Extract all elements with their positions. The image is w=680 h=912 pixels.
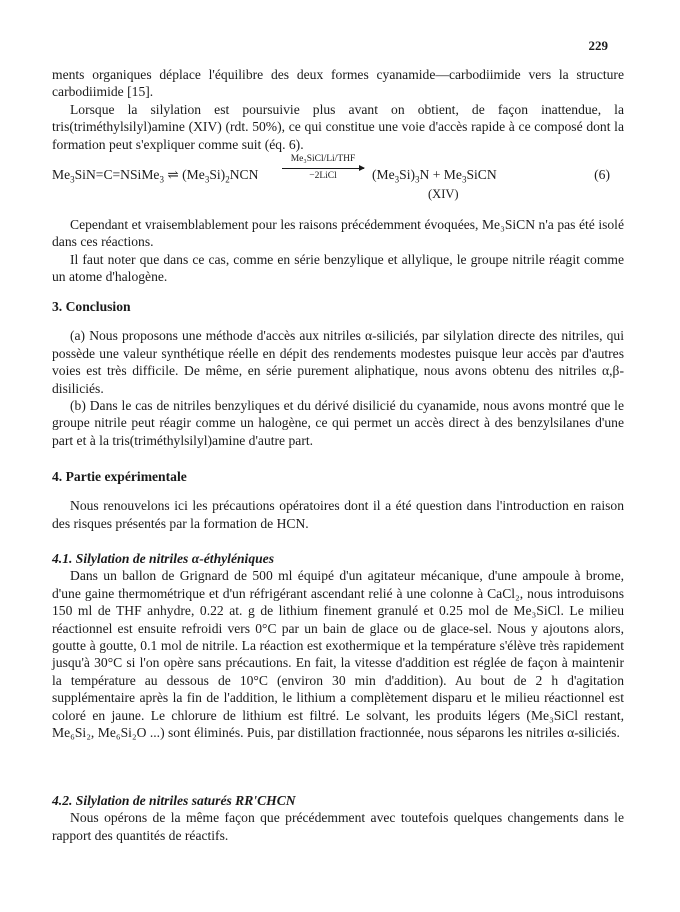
arrow-byproduct: −2LiCl <box>309 171 337 181</box>
equation-lhs: $Me_3SiN=C=NSiMe_3$ ⇌ $(Me_3Si)_2NCN$ <box>52 167 259 185</box>
post-equation-paragraph-1: Cependant et vraisemblablement pour les raisons précédemment évoquées, Me₃SiCN n'a pas été isolé dans ces réactions. <box>52 217 624 250</box>
conclusion-point-b: (b) Dans le cas de nitriles benzyliques et du dérivé disilicié du cyanamide, nous avons montré que le groupe nitrile peut réagir comme un halogène, ce qui permet un accès direct à des benzylsilanes d'une part et à la tris(triméthylsilyl)amine d'autre part. <box>52 398 624 448</box>
page-number: 229 <box>588 38 608 53</box>
section-4-heading: 4. Partie expérimentale <box>52 469 187 484</box>
product-label: (XIV) <box>428 187 459 201</box>
subsection-4-2-text: Nous opérons de la même façon que précédemment avec toutefois quelques changements dans le rapport des quantités de réactifs. <box>52 810 624 843</box>
subsection-4-1 <box>52 550 624 741</box>
arrow-icon <box>282 168 364 169</box>
equation-number: (6) <box>594 167 610 182</box>
subsection-4-2 <box>52 792 624 844</box>
intro-paragraph-1: ments organiques déplace l'équilibre des deux formes cyanamide—carbodiimide vers la structure carbodiimide [15]. <box>52 67 624 100</box>
conclusion-section <box>52 298 624 449</box>
post-equation-block <box>52 216 624 286</box>
subsection-4-1-text: Dans un ballon de Grignard de 500 ml équipé d'un agitateur mécanique, d'une ampoule à brome, d'une gaine thermométrique et d'un réfrigérant ascendant relié à une colonne à CaCl₂, nous introduisons 150 ml de THF anhydre, 0.22 at. g de lithium finement granulé et 0.25 mol de Me₃SiCl. Le milieu réactionnel est ensuite refroidi vers 0°C par un bain de glace ou de glace-sel. Nous y ajoutons alors, goutte à goutte, 0.1 mol de nitrile. La réaction est exothermique et la température s'élève très rapidement jusqu'à 30°C si l'on opère sans précautions. En fait, la vitesse d'addition est réglée de façon à maintenir la température au dessous de 10°C (environ 30 min d'addition). Au bout de 2 h d'agitation supplémentaire après la fin de l'addition, le lithium a complètement disparu et le milieu réactionnel est coloré en jaune. Le chlorure de lithium est filtré. Le solvant, les produits légers (Me₃SiCl restant, Me₆Si₂, Me₆Si₂O ...) sont éliminés. Puis, par distillation fractionnée, nous séparons les nitriles α-siliciés. <box>52 568 624 741</box>
equation-6 <box>52 154 624 207</box>
intro-block <box>52 66 624 153</box>
post-equation-paragraph-2: Il faut noter que dans ce cas, comme en série benzylique et allylique, le groupe nitrile réagit comme un atome d'halogène. <box>52 251 624 285</box>
intro-paragraph-2: Lorsque la silylation est poursuivie plus avant on obtient, de façon inattendue, la tris(triméthylsilyl)amine (XIV) (rdt. 50%), ce qui constitue une voie d'accès rapide à ce composé dont la formation peut s'expliquer comme suit (éq. 6). <box>52 101 624 152</box>
equation-rhs: $(Me_3Si)_3N$ + $Me_3SiCN$ <box>372 167 497 185</box>
conclusion-point-a: (a) Nous proposons une méthode d'accès aux nitriles α-siliciés, par silylation directe des nitriles, qui possède une valeur synthétique réelle en dépit des rendements modestes puisque leur accès par d'autres voies est très difficile. De même, en série purement aliphatique, nous avons obtenu des nitriles α,β-disiliciés. <box>52 328 624 396</box>
arrow-reagents: Me₃SiCl/Li/THF <box>290 154 356 164</box>
section-3-heading: 3. Conclusion <box>52 299 131 314</box>
subsection-4-2-heading: 4.2. Silylation de nitriles saturés RR'CHCN <box>52 793 296 808</box>
section-4-intro: Nous renouvelons ici les précautions opératoires dont il a été question dans l'introduction en raison des risques présentés par la formation de HCN. <box>52 498 624 531</box>
experimental-section <box>52 468 624 532</box>
subsection-4-1-heading: 4.1. Silylation de nitriles α-éthyléniques <box>52 551 275 566</box>
reaction-arrow <box>282 154 364 181</box>
